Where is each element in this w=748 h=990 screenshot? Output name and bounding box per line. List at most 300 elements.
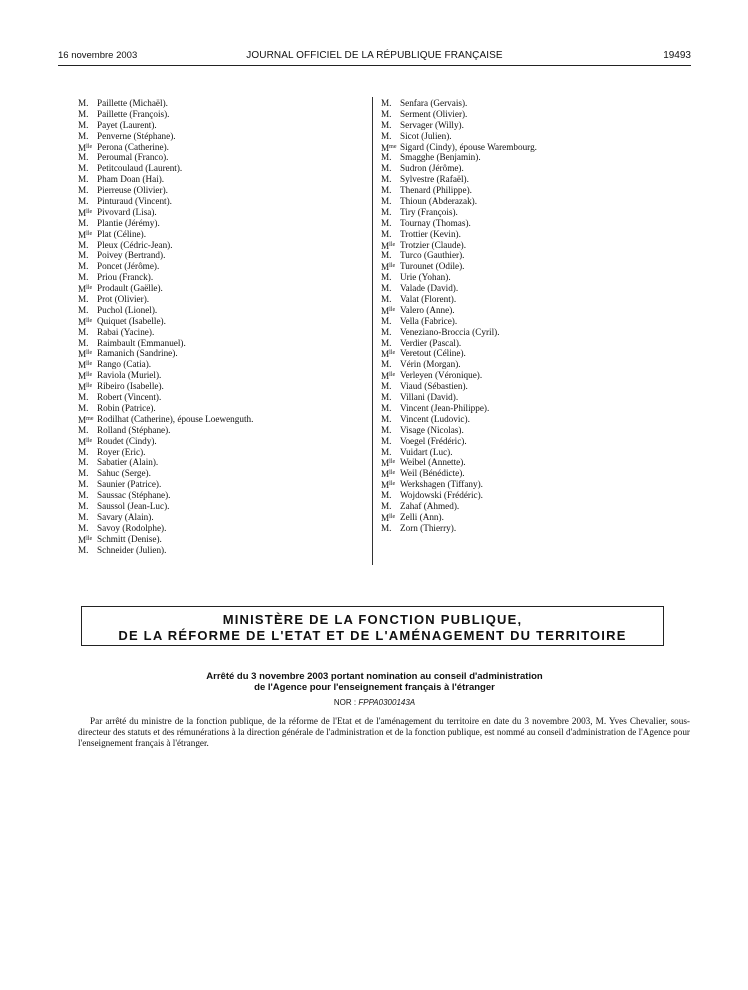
nominee-entry — [381, 338, 681, 349]
civility-abbrev: M. — [381, 98, 392, 108]
civility — [78, 512, 97, 523]
civility-abbrev: M. — [381, 185, 392, 196]
header-page-number: 19493 — [663, 50, 691, 61]
nominee-entry — [78, 196, 368, 207]
civility-abbrev: M — [78, 142, 87, 153]
nominee-entry — [381, 207, 681, 218]
civility — [78, 414, 97, 425]
nominee-name: Savary (Alain). — [97, 511, 154, 522]
nominee-entry — [381, 436, 681, 447]
nominee-entry — [78, 283, 368, 294]
civility-abbrev: M. — [78, 337, 89, 348]
nominee-entry — [381, 131, 681, 142]
nominee-entry — [78, 305, 368, 316]
civility — [78, 425, 97, 436]
civility — [78, 403, 97, 414]
civility-abbrev: M — [381, 371, 390, 382]
civility — [78, 229, 97, 240]
nominee-entry — [78, 316, 368, 327]
civility-abbrev: M. — [381, 152, 392, 163]
nominee-entry — [381, 316, 681, 327]
nominee-entry — [381, 272, 681, 283]
nominee-name: Prot (Olivier). — [97, 294, 150, 305]
civility-abbrev: M. — [78, 119, 89, 130]
civility-superscript: lle — [389, 263, 396, 270]
civility — [78, 338, 97, 349]
civility — [78, 218, 97, 229]
nominee-entry — [78, 250, 368, 261]
nominee-entry — [381, 98, 681, 109]
civility — [78, 250, 97, 261]
nominee-name: Pierreuse (Olivier). — [97, 185, 168, 196]
nominee-name: Rolland (Stéphane). — [97, 424, 171, 435]
nominee-entry — [381, 425, 681, 436]
civility — [381, 327, 400, 338]
civility-abbrev: M. — [381, 272, 392, 283]
civility — [78, 545, 97, 556]
nominee-entry — [78, 359, 368, 370]
nominee-entry — [78, 240, 368, 251]
nominee-entry — [381, 196, 681, 207]
nominee-entry — [381, 109, 681, 120]
nominee-name: Thenard (Philippe). — [400, 185, 472, 196]
civility-abbrev: M. — [381, 381, 392, 392]
nominee-entry — [78, 327, 368, 338]
nominee-name: Sylvestre (Rafaël). — [400, 174, 469, 185]
nominee-entry — [78, 381, 368, 392]
civility-abbrev: M. — [78, 479, 89, 490]
civility-superscript: lle — [86, 361, 93, 368]
civility — [78, 447, 97, 458]
civility — [78, 436, 97, 447]
nor-label: NOR : — [333, 698, 357, 707]
civility — [78, 479, 97, 490]
civility — [381, 283, 400, 294]
civility-superscript: lle — [86, 285, 93, 292]
column-divider — [372, 97, 373, 565]
nominee-name: Royer (Eric). — [97, 446, 146, 457]
nominee-name: Peroumal (Franco). — [97, 152, 169, 163]
nominee-entry — [381, 370, 681, 381]
civility-abbrev: M — [78, 229, 87, 240]
nominee-name: Paillette (Michaël). — [97, 98, 168, 108]
civility — [78, 501, 97, 512]
civility — [78, 240, 97, 251]
civility — [78, 359, 97, 370]
nominee-entry — [78, 261, 368, 272]
civility-abbrev: M. — [381, 326, 392, 337]
nominee-entry — [78, 501, 368, 512]
nominee-name: Zelli (Ann). — [400, 511, 444, 522]
nominee-name: Raviola (Muriel). — [97, 370, 162, 381]
header-rule — [58, 65, 691, 66]
nominee-entry — [381, 142, 681, 153]
civility — [381, 131, 400, 142]
arrete-title-line2: de l'Agence pour l'enseignement français à l'étranger — [254, 682, 495, 693]
nominee-name: Schneider (Julien). — [97, 544, 167, 555]
nominee-name: Zorn (Thierry). — [400, 522, 457, 533]
civility — [381, 240, 400, 251]
nominee-entry — [381, 294, 681, 305]
nominee-name: Sudron (Jérôme). — [400, 163, 464, 174]
civility-abbrev: M. — [78, 239, 89, 250]
civility-abbrev: M. — [78, 304, 89, 315]
civility-abbrev: M. — [381, 130, 392, 141]
nominee-name: Rango (Catia). — [97, 359, 152, 370]
civility-abbrev: M. — [381, 108, 392, 119]
arrete-title-line1: Arrêté du 3 novembre 2003 portant nomination au conseil d'administration — [206, 671, 543, 682]
civility — [381, 414, 400, 425]
nominee-entry — [78, 229, 368, 240]
civility-abbrev: M. — [381, 359, 392, 370]
nominee-entry — [381, 468, 681, 479]
civility-superscript: lle — [389, 350, 396, 357]
civility-abbrev: M — [381, 480, 390, 491]
nominee-entry — [78, 447, 368, 458]
nominee-name: Trottier (Kevin). — [400, 228, 461, 239]
civility — [78, 142, 97, 153]
nominee-entry — [381, 348, 681, 359]
nominee-name: Turco (Gauthier). — [400, 250, 465, 261]
names-column-right — [381, 98, 681, 534]
nominee-name: Wojdowski (Frédéric). — [400, 490, 483, 501]
civility-abbrev: M. — [78, 174, 89, 185]
ministry-heading-line2: DE LA RÉFORME DE L'ETAT ET DE L'AMÉNAGEMENT DU TERRITOIRE — [118, 628, 627, 643]
civility-abbrev: M — [78, 534, 87, 545]
civility — [78, 261, 97, 272]
nominee-name: Raimbault (Emmanuel). — [97, 337, 186, 348]
nominee-name: Quiquet (Isabelle). — [97, 315, 166, 326]
civility — [381, 457, 400, 468]
civility-abbrev: M — [78, 436, 87, 447]
civility — [381, 163, 400, 174]
nominee-name: Schmitt (Denise). — [97, 533, 162, 544]
civility — [78, 152, 97, 163]
civility-superscript: lle — [389, 241, 396, 248]
nominee-entry — [78, 545, 368, 556]
civility-abbrev: M. — [78, 130, 89, 141]
civility-superscript: me — [389, 143, 397, 150]
civility — [78, 457, 97, 468]
civility — [381, 425, 400, 436]
civility-abbrev: M — [78, 382, 87, 393]
civility-superscript: lle — [86, 535, 93, 542]
nominee-name: Robert (Vincent). — [97, 392, 162, 403]
nominee-name: Plantie (Jérémy). — [97, 217, 160, 228]
arrete-body-text: Par arrêté du ministre de la fonction publique, de la réforme de l'Etat et de l'aménagement du territoire en date du 3 novembre 2003, M. Yves Chevalier, sous-directeur des statuts et des rémunérations à la direction générale de l'administration et de la fonction publique, est nommé au conseil d'administration de l'Agence pour l'enseignement français à l'étranger. — [78, 716, 690, 749]
civility-abbrev: M. — [78, 98, 89, 108]
nominee-name: Urie (Yohan). — [400, 272, 451, 283]
nominee-name: Smagghe (Benjamin). — [400, 152, 481, 163]
nominee-entry — [78, 185, 368, 196]
civility — [381, 359, 400, 370]
nominee-entry — [78, 479, 368, 490]
civility — [78, 392, 97, 403]
civility-abbrev: M. — [78, 511, 89, 522]
civility — [381, 479, 400, 490]
civility — [78, 490, 97, 501]
civility-abbrev: M. — [381, 119, 392, 130]
nominee-entry — [78, 131, 368, 142]
civility-abbrev: M. — [78, 392, 89, 403]
civility-abbrev: M. — [381, 196, 392, 207]
civility — [381, 109, 400, 120]
nominee-name: Vuidart (Luc). — [400, 446, 453, 457]
civility — [78, 468, 97, 479]
civility-abbrev: M. — [381, 174, 392, 185]
nominee-entry — [381, 479, 681, 490]
civility-abbrev: M — [381, 305, 390, 316]
nominee-name: Viaud (Sébastien). — [400, 381, 468, 392]
civility-abbrev: M — [78, 284, 87, 295]
nominee-name: Puchol (Lionel). — [97, 304, 158, 315]
civility-abbrev: M — [78, 414, 87, 425]
nominee-name: Saussol (Jean-Luc). — [97, 500, 170, 511]
nominee-name: Sicot (Julien). — [400, 130, 452, 141]
civility-superscript: lle — [389, 513, 396, 520]
civility — [78, 381, 97, 392]
civility-abbrev: M — [78, 360, 87, 371]
nor-code: FPPA0300143A — [358, 698, 416, 707]
nominee-name: Petitcoulaud (Laurent). — [97, 163, 183, 174]
nominee-name: Pinturaud (Vincent). — [97, 196, 172, 207]
page-header — [58, 50, 691, 66]
nominee-entry — [381, 359, 681, 370]
civility — [78, 185, 97, 196]
nominee-entry — [78, 98, 368, 109]
civility — [78, 98, 97, 109]
nominee-entry — [78, 109, 368, 120]
civility-abbrev: M. — [381, 315, 392, 326]
civility-abbrev: M — [381, 240, 390, 251]
nominee-name: Sabatier (Alain). — [97, 457, 159, 468]
civility — [78, 370, 97, 381]
civility — [381, 120, 400, 131]
civility-abbrev: M. — [381, 435, 392, 446]
civility-abbrev: M. — [381, 424, 392, 435]
civility-abbrev: M. — [78, 163, 89, 174]
civility — [78, 305, 97, 316]
nominee-name: Weil (Bénédicte). — [400, 468, 465, 479]
civility — [78, 174, 97, 185]
nominee-name: Veretout (Céline). — [400, 348, 466, 359]
civility-abbrev: M. — [78, 500, 89, 511]
civility — [381, 447, 400, 458]
nominee-name: Robin (Patrice). — [97, 402, 156, 413]
civility-abbrev: M. — [78, 468, 89, 479]
civility-abbrev: M — [78, 371, 87, 382]
civility — [381, 98, 400, 109]
nominee-name: Servager (Willy). — [400, 119, 464, 130]
nominee-entry — [78, 152, 368, 163]
ministry-heading-box — [81, 606, 664, 646]
civility-superscript: lle — [389, 372, 396, 379]
nominee-name: Rabai (Yacine). — [97, 326, 155, 337]
nominee-entry — [381, 327, 681, 338]
nominee-name: Plat (Céline). — [97, 228, 146, 239]
nominee-entry — [78, 142, 368, 153]
nominee-name: Vincent (Jean-Philippe). — [400, 402, 490, 413]
nominee-entry — [78, 425, 368, 436]
civility-abbrev: M — [78, 207, 87, 218]
nominee-entry — [78, 207, 368, 218]
civility-abbrev: M. — [78, 272, 89, 283]
header-journal-title: JOURNAL OFFICIEL DE LA RÉPUBLIQUE FRANÇAISE — [246, 50, 503, 61]
civility-abbrev: M. — [78, 424, 89, 435]
civility-abbrev: M. — [78, 402, 89, 413]
civility-abbrev: M. — [78, 490, 89, 501]
civility-abbrev: M. — [381, 283, 392, 294]
nominee-entry — [381, 490, 681, 501]
nominee-entry — [78, 468, 368, 479]
civility — [78, 327, 97, 338]
civility — [381, 250, 400, 261]
civility — [381, 294, 400, 305]
nor-reference — [58, 698, 691, 707]
civility-superscript: lle — [86, 208, 93, 215]
nominee-entry — [381, 163, 681, 174]
civility — [78, 163, 97, 174]
nominee-name: Priou (Franck). — [97, 272, 154, 283]
civility — [78, 534, 97, 545]
nominee-name: Zahaf (Ahmed). — [400, 500, 460, 511]
nominee-name: Valat (Florent). — [400, 294, 457, 305]
civility — [381, 436, 400, 447]
civility-superscript: lle — [86, 143, 93, 150]
nominee-name: Valero (Anne). — [400, 304, 455, 315]
civility — [381, 196, 400, 207]
civility — [78, 120, 97, 131]
civility — [78, 196, 97, 207]
civility-abbrev: M. — [381, 228, 392, 239]
civility — [381, 512, 400, 523]
civility-abbrev: M — [381, 142, 390, 153]
nominee-entry — [78, 457, 368, 468]
civility-superscript: me — [86, 415, 94, 422]
nominee-name: Rodilhat (Catherine), épouse Loewenguth. — [97, 413, 254, 424]
nominee-entry — [78, 392, 368, 403]
nominee-entry — [78, 120, 368, 131]
nominee-name: Turounet (Odile). — [400, 261, 465, 272]
civility-abbrev: M. — [381, 294, 392, 305]
civility — [78, 294, 97, 305]
nominee-entry — [78, 218, 368, 229]
nominee-name: Visage (Nicolas). — [400, 424, 464, 435]
nominee-name: Saunier (Patrice). — [97, 479, 162, 490]
civility-abbrev: M. — [381, 392, 392, 403]
nominee-name: Serment (Olivier). — [400, 108, 468, 119]
civility — [381, 468, 400, 479]
nominee-entry — [381, 185, 681, 196]
nominee-entry — [78, 294, 368, 305]
civility-abbrev: M. — [78, 294, 89, 305]
civility — [78, 207, 97, 218]
civility-superscript: lle — [389, 470, 396, 477]
civility-abbrev: M. — [381, 413, 392, 424]
civility-abbrev: M — [381, 469, 390, 480]
civility — [381, 370, 400, 381]
nominee-name: Sigard (Cindy), épouse Warembourg. — [400, 141, 537, 152]
civility-abbrev: M. — [78, 261, 89, 272]
ministry-heading-line1: MINISTÈRE DE LA FONCTION PUBLIQUE, — [222, 612, 523, 627]
nominee-name: Voegel (Frédéric). — [400, 435, 467, 446]
nominee-name: Pivovard (Lisa). — [97, 206, 157, 217]
civility — [381, 403, 400, 414]
civility-abbrev: M — [381, 512, 390, 523]
nominee-name: Ramanich (Sandrine). — [97, 348, 178, 359]
civility — [381, 490, 400, 501]
nominee-entry — [381, 229, 681, 240]
civility-superscript: lle — [86, 372, 93, 379]
civility-abbrev: M. — [381, 217, 392, 228]
civility-abbrev: M — [381, 262, 390, 273]
civility-abbrev: M. — [381, 490, 392, 501]
nominee-entry — [78, 436, 368, 447]
civility — [381, 501, 400, 512]
civility-abbrev: M — [381, 349, 390, 360]
nominee-name: Saussac (Stéphane). — [97, 490, 171, 501]
nominee-entry — [381, 250, 681, 261]
nominee-entry — [78, 534, 368, 545]
civility-abbrev: M. — [381, 500, 392, 511]
nominee-name: Penverne (Stéphane). — [97, 130, 176, 141]
civility — [381, 523, 400, 534]
civility-superscript: lle — [86, 437, 93, 444]
civility — [381, 229, 400, 240]
civility-abbrev: M. — [78, 217, 89, 228]
civility — [381, 218, 400, 229]
civility — [381, 174, 400, 185]
nominee-entry — [381, 457, 681, 468]
civility-abbrev: M. — [78, 522, 89, 533]
nominee-entry — [381, 261, 681, 272]
civility-abbrev: M. — [78, 185, 89, 196]
civility — [381, 152, 400, 163]
civility-superscript: lle — [86, 383, 93, 390]
nominee-name: Poivey (Bertrand). — [97, 250, 166, 261]
nominee-entry — [78, 272, 368, 283]
civility — [78, 316, 97, 327]
civility — [78, 272, 97, 283]
nominee-entry — [381, 403, 681, 414]
nominee-entry — [381, 447, 681, 458]
nominee-entry — [78, 403, 368, 414]
civility — [381, 272, 400, 283]
civility-abbrev: M. — [381, 250, 392, 261]
nominee-name: Weibel (Annette). — [400, 457, 466, 468]
civility-abbrev: M. — [78, 108, 89, 119]
names-column-left — [78, 98, 368, 555]
civility-abbrev: M — [78, 316, 87, 327]
nominee-name: Valade (David). — [400, 283, 459, 294]
nominee-name: Paillette (François). — [97, 108, 170, 119]
civility — [381, 338, 400, 349]
nominee-entry — [381, 501, 681, 512]
nominee-name: Thioun (Abderazak). — [400, 196, 478, 207]
civility-abbrev: M. — [78, 457, 89, 468]
civility-abbrev: M. — [78, 446, 89, 457]
nominee-name: Werkshagen (Tiffany). — [400, 479, 483, 490]
nominee-name: Pham Doan (Hai). — [97, 174, 165, 185]
nominee-name: Trotzier (Claude). — [400, 239, 466, 250]
arrete-body — [78, 716, 690, 750]
nominee-entry — [381, 174, 681, 185]
civility — [381, 348, 400, 359]
civility-superscript: lle — [389, 459, 396, 466]
civility — [381, 185, 400, 196]
nominee-name: Perona (Catherine). — [97, 141, 169, 152]
civility — [78, 109, 97, 120]
